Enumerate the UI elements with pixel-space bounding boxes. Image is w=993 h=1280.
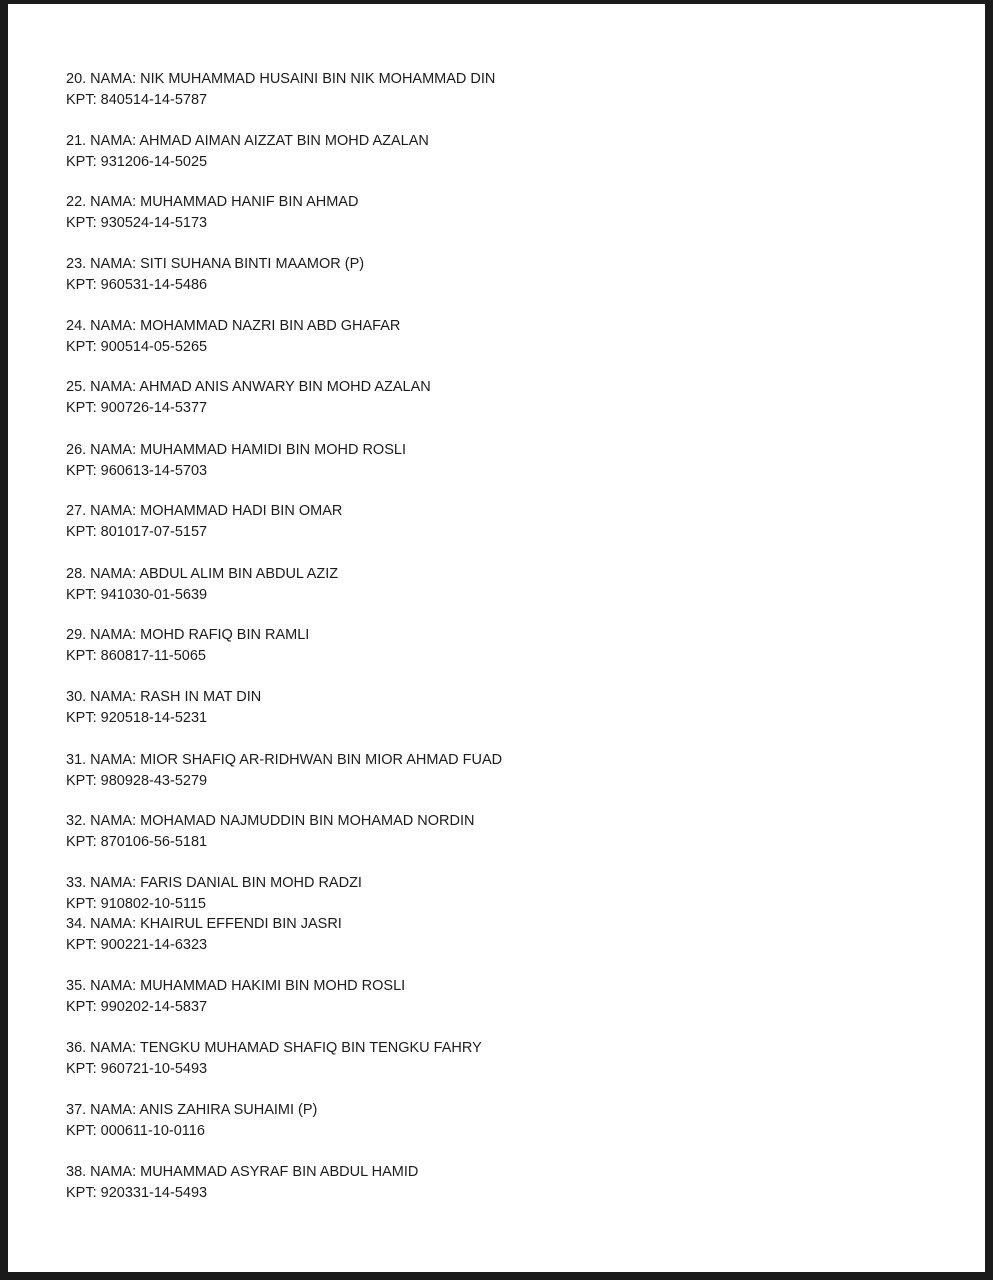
list-item <box>66 750 502 791</box>
list-item <box>66 316 400 357</box>
entry-name: 29. NAMA: MOHD RAFIQ BIN RAMLI <box>66 627 310 643</box>
entry-name: 28. NAMA: ABDUL ALIM BIN ABDUL AZIZ <box>66 566 339 582</box>
entry-kpt: KPT: 840514-14-5787 <box>66 91 208 108</box>
entry-name: 22. NAMA: MUHAMMAD HANIF BIN AHMAD <box>66 194 359 210</box>
entry-kpt: KPT: 801017-07-5157 <box>66 523 208 540</box>
entry-kpt: KPT: 980928-43-5279 <box>66 772 208 789</box>
entry-kpt: KPT: 931206-14-5025 <box>66 153 208 170</box>
entry-kpt: KPT: 941030-01-5639 <box>66 586 208 603</box>
entry-name: 37. NAMA: ANIS ZAHIRA SUHAIMI (P) <box>66 1102 318 1118</box>
entry-name: 21. NAMA: AHMAD AIMAN AIZZAT BIN MOHD AZALAN <box>66 133 429 149</box>
list-item <box>66 1038 482 1079</box>
entry-kpt: KPT: 000611-10-0116 <box>66 1122 205 1139</box>
entry-name: 36. NAMA: TENGKU MUHAMAD SHAFIQ BIN TENGKU FAHRY <box>66 1040 482 1056</box>
list-item <box>66 873 362 914</box>
entry-kpt: KPT: 860817-11-5065 <box>66 647 207 664</box>
list-item <box>66 69 495 110</box>
entry-kpt: KPT: 900221-14-6323 <box>66 936 208 953</box>
entry-kpt: KPT: 990202-14-5837 <box>66 998 208 1015</box>
document-page <box>8 4 985 1272</box>
entry-name: 31. NAMA: MIOR SHAFIQ AR-RIDHWAN BIN MIOR AHMAD FUAD <box>66 752 503 768</box>
entry-name: 25. NAMA: AHMAD ANIS ANWARY BIN MOHD AZALAN <box>66 379 431 395</box>
entry-name: 30. NAMA: RASH IN MAT DIN <box>66 689 262 705</box>
list-item <box>66 254 364 295</box>
entry-kpt: KPT: 900514-05-5265 <box>66 338 208 355</box>
entry-kpt: KPT: 960613-14-5703 <box>66 462 208 479</box>
entry-name: 33. NAMA: FARIS DANIAL BIN MOHD RADZI <box>66 875 362 891</box>
entry-kpt: KPT: 900726-14-5377 <box>66 399 208 416</box>
entry-kpt: KPT: 920518-14-5231 <box>66 709 208 726</box>
list-item <box>66 377 431 418</box>
list-item <box>66 914 342 955</box>
entry-kpt: KPT: 960721-10-5493 <box>66 1060 208 1077</box>
entry-kpt: KPT: 910802-10-5115 <box>66 895 207 912</box>
entry-name: 35. NAMA: MUHAMMAD HAKIMI BIN MOHD ROSLI <box>66 978 406 994</box>
list-item <box>66 687 261 728</box>
entry-name: 20. NAMA: NIK MUHAMMAD HUSAINI BIN NIK MOHAMMAD DIN <box>66 71 496 87</box>
entry-name: 34. NAMA: KHAIRUL EFFENDI BIN JASRI <box>66 916 342 932</box>
entry-kpt: KPT: 920331-14-5493 <box>66 1184 208 1201</box>
list-item <box>66 976 405 1017</box>
list-item <box>66 811 474 852</box>
list-item <box>66 1100 317 1141</box>
entry-kpt: KPT: 870106-56-5181 <box>66 833 208 850</box>
list-item <box>66 131 429 172</box>
list-item <box>66 440 406 481</box>
list-item <box>66 625 309 666</box>
entry-kpt: KPT: 930524-14-5173 <box>66 214 208 231</box>
entry-name: 32. NAMA: MOHAMAD NAJMUDDIN BIN MOHAMAD NORDIN <box>66 813 475 829</box>
entry-name: 27. NAMA: MOHAMMAD HADI BIN OMAR <box>66 503 343 519</box>
entry-kpt: KPT: 960531-14-5486 <box>66 276 208 293</box>
entry-name: 24. NAMA: MOHAMMAD NAZRI BIN ABD GHAFAR <box>66 318 401 334</box>
entry-name: 38. NAMA: MUHAMMAD ASYRAF BIN ABDUL HAMID <box>66 1164 419 1180</box>
list-item <box>66 564 338 605</box>
entry-name: 26. NAMA: MUHAMMAD HAMIDI BIN MOHD ROSLI <box>66 442 406 458</box>
entry-name: 23. NAMA: SITI SUHANA BINTI MAAMOR (P) <box>66 256 365 272</box>
list-item <box>66 192 358 233</box>
list-item <box>66 1162 418 1203</box>
list-item <box>66 501 342 542</box>
